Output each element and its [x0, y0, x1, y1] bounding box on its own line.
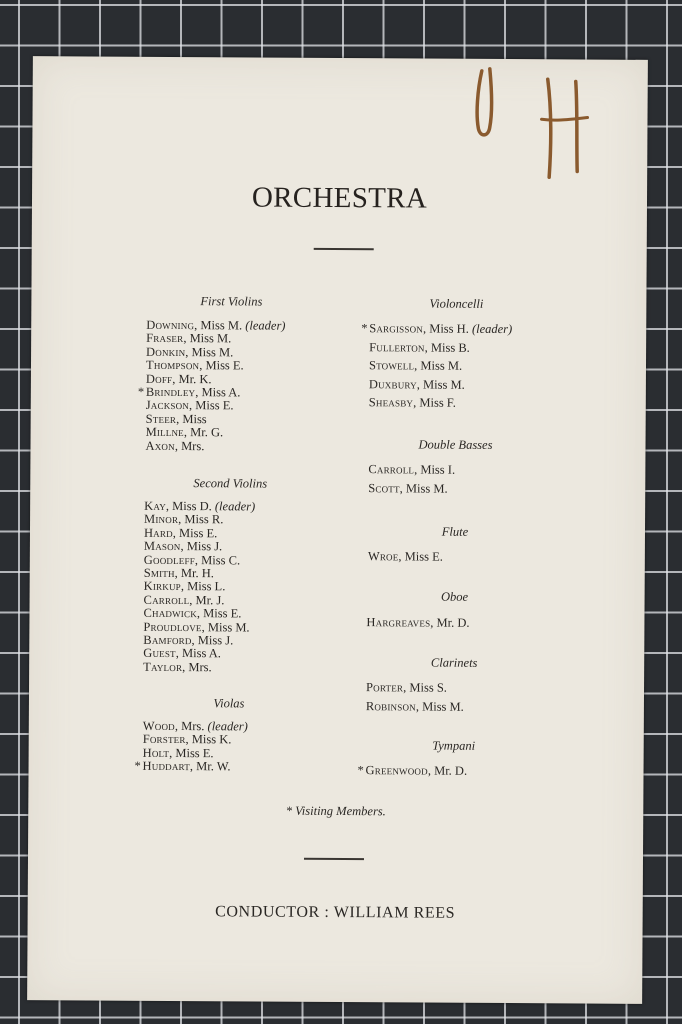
member-title: , Miss E. — [172, 525, 218, 541]
member-entry — [369, 375, 512, 394]
member-title: , Miss E. — [169, 745, 214, 761]
member-role: (leader) — [245, 318, 286, 333]
member-surname: Brindley — [145, 384, 196, 400]
section-title-clarinets: Clarinets — [430, 655, 478, 670]
member-surname: Hard — [143, 525, 173, 540]
member-surname: Forster — [142, 732, 186, 747]
section-title-oboe: Oboe — [441, 589, 469, 604]
member-title: , Miss M. — [416, 377, 465, 392]
member-title: , Miss E. — [188, 398, 234, 413]
member-title: , Miss D. — [165, 498, 212, 514]
section-title-second-violins: Second Violins — [193, 476, 268, 491]
second-violins-list — [143, 500, 255, 675]
member-surname: Goodleff — [143, 552, 195, 567]
member-entry — [357, 761, 468, 780]
member-surname: Greenwood — [365, 763, 428, 778]
visiting-members-note: * Visiting Members. — [285, 803, 386, 819]
member-surname: Wood — [142, 718, 175, 734]
member-title: , Miss S. — [403, 680, 447, 695]
visiting-mark: * — [137, 384, 145, 399]
member-title: , Miss B. — [424, 340, 470, 355]
member-title: , Mrs. — [182, 659, 212, 675]
member-role: (leader) — [207, 719, 248, 734]
program-page — [27, 56, 648, 1004]
member-surname: Guest — [143, 646, 176, 661]
member-surname: Mason — [143, 539, 181, 554]
member-surname: Smith — [143, 565, 175, 581]
member-title: , Miss H. — [422, 321, 469, 336]
member-surname: Robinson — [365, 698, 416, 714]
member-surname: Jackson — [145, 398, 190, 413]
section-title-tympani: Tympani — [432, 738, 476, 753]
conductor-credit: CONDUCTOR : WILLIAM REES — [215, 903, 456, 922]
member-entry — [369, 338, 512, 357]
member-title: , Miss C. — [194, 552, 241, 568]
member-title: , Miss A. — [175, 646, 221, 661]
member-title: , Miss E. — [199, 358, 244, 373]
member-title: , Miss M. — [194, 318, 243, 333]
member-title: , Miss L. — [180, 579, 226, 594]
section-title-violas: Violas — [213, 696, 245, 711]
violoncelli-list — [361, 319, 513, 413]
oboe-list — [366, 613, 469, 632]
visiting-mark: * — [357, 763, 364, 778]
member-role: (leader) — [471, 321, 513, 337]
member-title: , Miss R. — [178, 512, 224, 527]
member-entry — [145, 439, 284, 453]
member-surname: Hargreaves — [366, 615, 431, 630]
section-title-double-basses: Double Basses — [418, 437, 493, 452]
member-title: , Miss J. — [191, 633, 234, 648]
visiting-mark: * — [134, 758, 141, 774]
member-entry — [369, 356, 512, 375]
member-surname: Thompson — [145, 358, 200, 373]
member-surname: Steer — [145, 411, 177, 426]
member-surname: Axon — [145, 438, 175, 453]
member-surname: Chadwick — [143, 606, 197, 621]
member-title: , Miss I. — [414, 462, 456, 477]
member-title: , Mrs. — [174, 438, 205, 453]
page-title: ORCHESTRA — [251, 181, 428, 215]
member-title: , Miss J. — [180, 539, 223, 554]
member-surname: Taylor — [143, 659, 183, 674]
double-basses-list — [368, 460, 455, 498]
member-entry — [366, 697, 464, 716]
member-surname: Carroll — [143, 592, 190, 607]
member-entry — [368, 479, 455, 498]
member-surname: Sargisson — [369, 321, 424, 336]
member-surname: Wroe — [367, 549, 399, 564]
member-surname: Kirkup — [143, 579, 181, 594]
section-title-first-violins: First Violins — [200, 294, 263, 309]
member-entry — [369, 394, 512, 413]
member-surname: Fullerton — [369, 339, 425, 355]
member-surname: Doff — [145, 371, 173, 386]
violas-list — [134, 718, 248, 774]
clarinets-list — [366, 678, 464, 716]
member-title: , Mr. K. — [172, 371, 212, 386]
member-surname: Huddart — [142, 759, 190, 774]
member-entry — [368, 547, 443, 566]
member-title: , Miss E. — [196, 606, 242, 621]
member-surname: Holt — [142, 745, 170, 760]
member-surname: Carroll — [368, 462, 415, 477]
member-title: , Mr. W. — [189, 759, 231, 774]
member-surname: Downing — [146, 317, 195, 333]
member-entry — [366, 678, 464, 697]
member-surname: Millne — [145, 425, 184, 440]
flute-list — [368, 547, 443, 566]
member-title: , Miss M. — [183, 331, 232, 346]
handwritten-mark — [437, 59, 598, 190]
member-title: , Miss M. — [201, 619, 250, 635]
member-surname: Scott — [368, 480, 400, 495]
member-surname: Sheasby — [368, 395, 414, 410]
member-surname: Stowell — [368, 358, 415, 373]
member-entry — [143, 661, 254, 675]
footer-divider — [304, 858, 364, 860]
member-entry — [366, 613, 469, 632]
section-title-flute: Flute — [441, 524, 469, 539]
member-title: , Miss E. — [398, 549, 443, 564]
member-surname: Kay — [144, 498, 166, 513]
title-divider — [314, 248, 374, 250]
member-title: , Miss K. — [185, 732, 232, 747]
visiting-mark: * — [361, 321, 368, 336]
member-title: , Miss A. — [195, 385, 241, 400]
member-title: , Miss M. — [399, 480, 448, 496]
member-entry — [368, 460, 455, 479]
member-title: , Mrs. — [174, 719, 205, 734]
member-surname: Minor — [144, 512, 179, 527]
member-surname: Proudlove — [143, 619, 202, 634]
member-title: , Mr. J. — [189, 592, 225, 608]
member-title: , Miss M. — [415, 699, 464, 714]
member-title: , Miss M. — [414, 358, 463, 373]
member-title: , Mr. D. — [427, 763, 468, 778]
tympani-list — [357, 761, 468, 780]
member-title: , Mr. G. — [183, 425, 224, 440]
member-entry — [134, 758, 248, 774]
member-title: , Mr. H. — [174, 566, 214, 581]
first-violins-list — [137, 317, 286, 454]
member-surname: Donkin — [146, 344, 186, 359]
member-title: , Miss M. — [185, 344, 234, 360]
member-surname: Duxbury — [368, 376, 417, 392]
section-title-violoncelli: Violoncelli — [429, 296, 484, 311]
member-entry — [361, 319, 513, 338]
member-role: (leader) — [214, 499, 256, 514]
member-title: , Miss F. — [413, 395, 456, 411]
member-title: , Mr. D. — [430, 615, 470, 630]
member-surname: Bamford — [143, 632, 192, 648]
member-title: , Miss — [176, 411, 207, 427]
member-surname: Porter — [365, 680, 404, 695]
member-surname: Fraser — [146, 331, 184, 346]
